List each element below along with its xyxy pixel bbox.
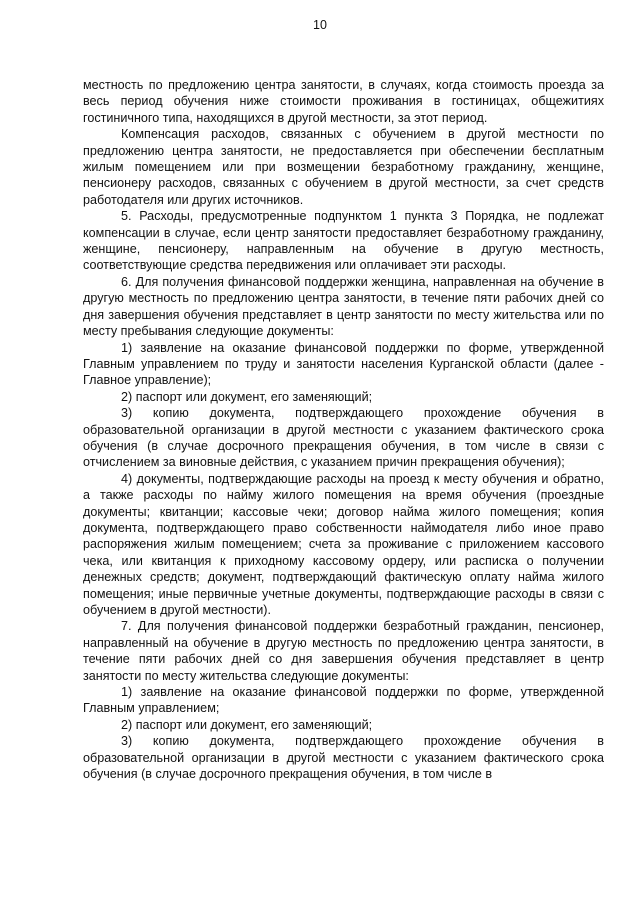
paragraph-compensation-note: Компенсация расходов, связанных с обучением в другой местности по предложению центра занятости, не предоставляется при обеспечении бесплатным жилым помещением или при возмещении безработному гражданину, женщине, пенсионеру расходов, связанных с обучением в другой местности, за счет средств работодателя или других источников. — [83, 127, 604, 207]
paragraph-item-7-sub-1: 1) заявление на оказание финансовой поддержки по форме, утвержденной Главным управлением; — [83, 685, 604, 716]
paragraph-item-6: 6. Для получения финансовой поддержки женщина, направленная на обучение в другую местность по предложению центра занятости, в течение пяти рабочих дней со дня завершения обучения представляет в центр занятости по месту жительства или по месту пребывания следующие документы: — [83, 274, 604, 339]
page-number: 10 — [313, 18, 327, 32]
paragraph-item-7: 7. Для получения финансовой поддержки безработный гражданин, пенсионер, направленный на обучение в другую местность по предложению центра занятости, в течение пяти рабочих дней со дня завершения обучения представляет в центр занятости по месту жительства следующие документы: — [83, 619, 604, 683]
paragraph-item-6-sub-1: 1) заявление на оказание финансовой поддержки по форме, утвержденной Главным управлением по труду и занятости населения Курганской области (далее - Главное управление); — [83, 340, 604, 388]
paragraph-item-6-sub-3: 3) копию документа, подтверждающего прохождение обучения в образовательной организации в другой местности с указанием фактического срока обучения (в случае досрочного прекращения обучения, в том числе в связи с отчислением за виновные действия, с указанием причин прекращения обучения); — [83, 406, 604, 470]
paragraph-continuation: местность по предложению центра занятости, в случаях, когда стоимость проезда за весь период обучения ниже стоимости проживания в гостиницах, общежитиях гостиничного типа, находящихся в другой местности, за этот период. — [83, 78, 604, 125]
paragraph-item-7-sub-2: 2) паспорт или документ, его заменяющий; — [121, 717, 373, 732]
paragraph-item-6-sub-2: 2) паспорт или документ, его заменяющий; — [121, 389, 373, 404]
document-body — [83, 77, 604, 782]
paragraph-item-6-sub-4: 4) документы, подтверждающие расходы на проезд к месту обучения и обратно, а также расходы по найму жилого помещения на время обучения (проездные документы; квитанции; кассовые чеки; договор найма жилого помещения; копия документа, подтверждающего право собственности наймодателя либо иное право распоряжения жилым помещением; счета за проживание с приложением кассового чека, или квитанция к приходному кассовому ордеру, или расписка о получении денежных средств; документ, подтверждающий фактическую оплату найма жилого помещения; иные первичные учетные документы, подтверждающие расходы в связи с обучением в другой местности). — [83, 471, 604, 617]
paragraph-item-7-sub-3: 3) копию документа, подтверждающего прохождение обучения в образовательной организации в другой местности с указанием фактического срока обучения (в случае досрочного прекращения обучения, в том числе в — [83, 734, 604, 782]
paragraph-item-5: 5. Расходы, предусмотренные подпунктом 1 пункта 3 Порядка, не подлежат компенсации в случае, если центр занятости предоставляет безработному гражданину, женщине, пенсионеру, направленным на обучение в другую местность, соответствующие средства передвижения или оплачивает эти расходы. — [83, 209, 604, 273]
